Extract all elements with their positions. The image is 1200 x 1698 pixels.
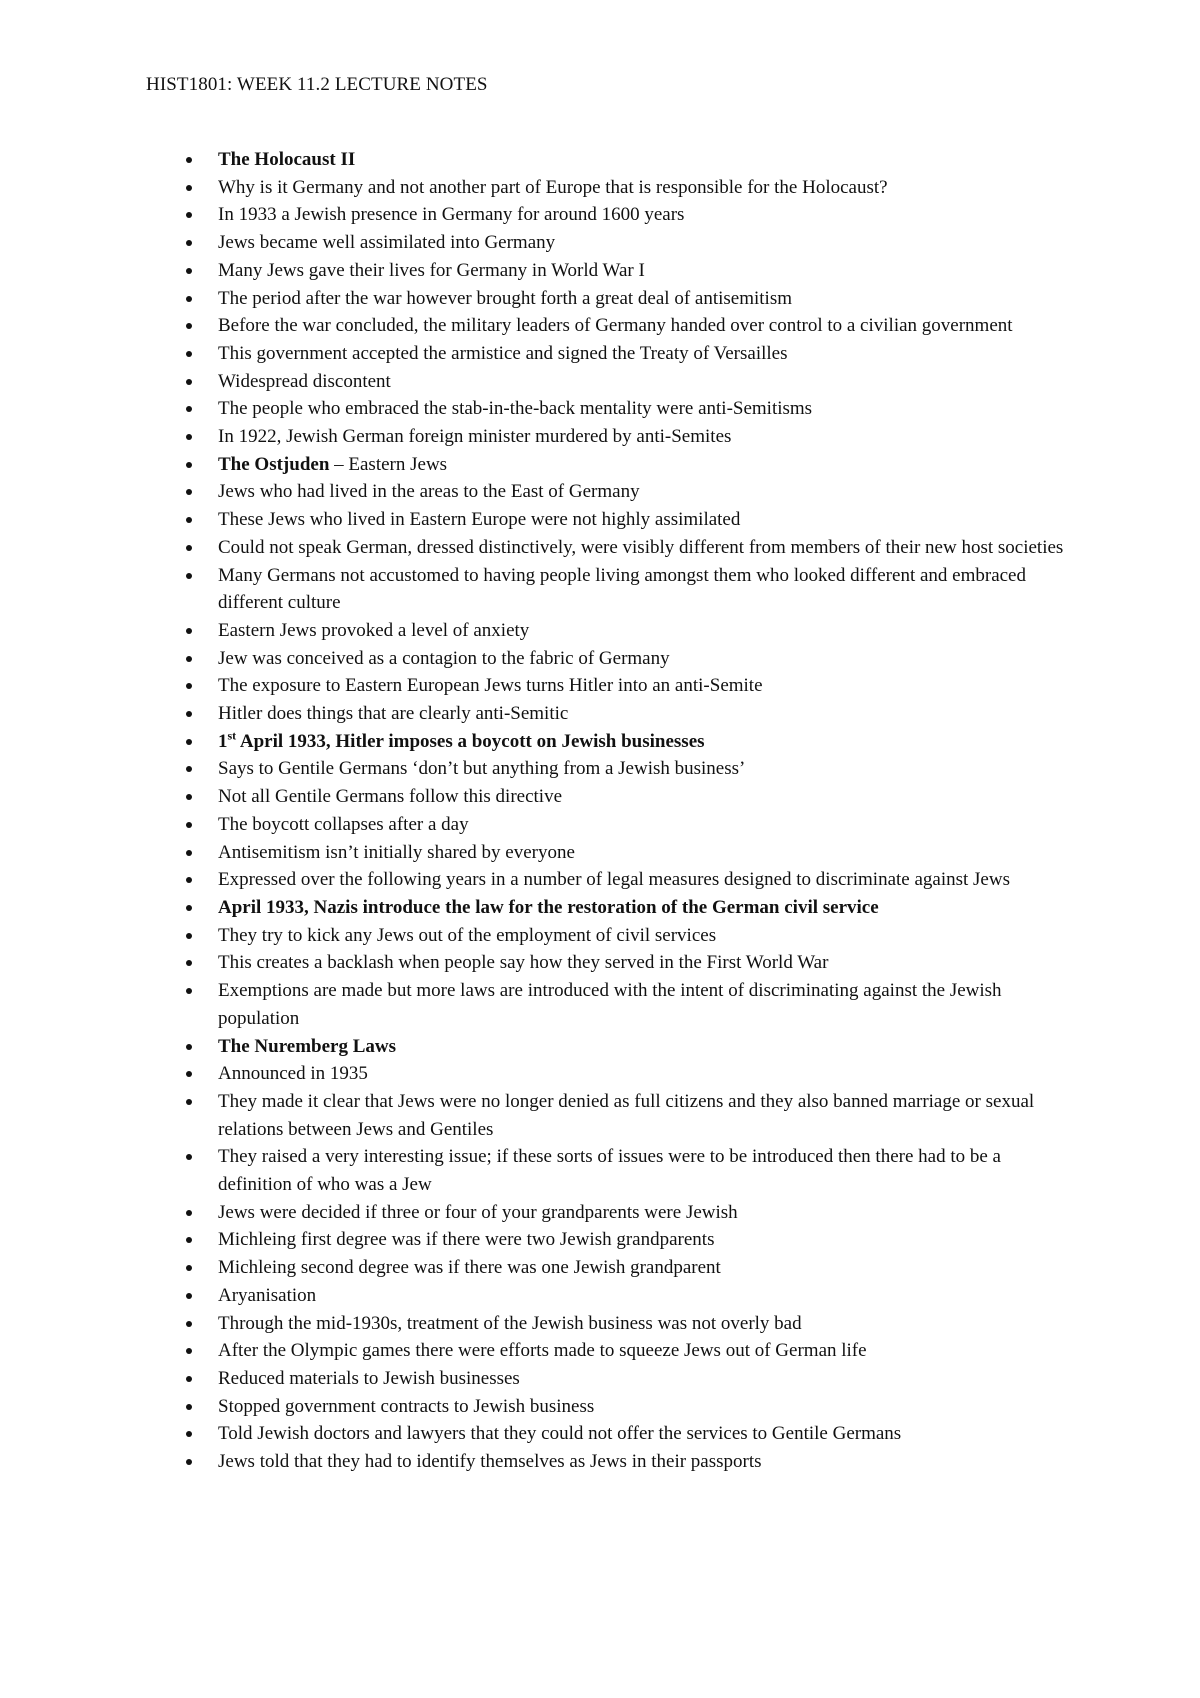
item-heading: 1 <box>218 730 228 752</box>
list-item <box>186 506 1066 534</box>
bullet-icon <box>186 1431 192 1437</box>
bullet-icon <box>186 185 192 191</box>
bullet-icon <box>186 157 192 163</box>
item-superscript: st <box>227 728 237 743</box>
item-text: Before the war concluded, the military leaders of Germany handed over control to a civilian government <box>218 315 1013 337</box>
list-item <box>186 285 1066 313</box>
list-item <box>186 257 1066 285</box>
list-item <box>186 922 1066 950</box>
list-item <box>186 894 1066 922</box>
item-text: This creates a backlash when people say how they served in the First World War <box>218 952 829 974</box>
item-text: Stopped government contracts to Jewish business <box>218 1395 595 1417</box>
item-text: Eastern Jews provoked a level of anxiety <box>218 619 530 641</box>
list-item <box>186 949 1066 977</box>
bullet-icon <box>186 1293 192 1299</box>
item-text: They try to kick any Jews out of the employment of civil services <box>218 924 717 946</box>
list-item <box>186 1199 1066 1227</box>
list-item <box>186 811 1066 839</box>
list-item <box>186 1088 1066 1143</box>
bullet-icon <box>186 1459 192 1465</box>
bullet-icon <box>186 379 192 385</box>
item-text: In 1922, Jewish German foreign minister murdered by anti-Semites <box>218 426 732 448</box>
bullet-icon <box>186 406 192 412</box>
list-item <box>186 312 1066 340</box>
item-text: Says to Gentile Germans ‘don’t but anything from a Jewish business’ <box>218 758 746 780</box>
list-item <box>186 700 1066 728</box>
list-item <box>186 1143 1066 1198</box>
bullet-icon <box>186 960 192 966</box>
item-text: After the Olympic games there were efforts made to squeeze Jews out of German life <box>218 1340 867 1362</box>
bullet-icon <box>186 850 192 856</box>
list-item <box>186 728 1066 756</box>
list-item <box>186 201 1066 229</box>
item-text: In 1933 a Jewish presence in Germany for around 1600 years <box>218 204 685 226</box>
item-text: Hitler does things that are clearly anti-Semitic <box>218 703 569 725</box>
list-item <box>186 1393 1066 1421</box>
item-text: Widespread discontent <box>218 370 391 392</box>
list-item <box>186 478 1066 506</box>
item-text: Many Jews gave their lives for Germany in World War I <box>218 259 645 281</box>
bullet-icon <box>186 794 192 800</box>
bullet-icon <box>186 1376 192 1382</box>
bullet-icon <box>186 1348 192 1354</box>
item-text: These Jews who lived in Eastern Europe were not highly assimilated <box>218 509 741 531</box>
list-item <box>186 839 1066 867</box>
item-text: Expressed over the following years in a number of legal measures designed to discriminate against Jews <box>218 869 1010 891</box>
bullet-icon <box>186 489 192 495</box>
item-heading: The Nuremberg Laws <box>218 1035 397 1057</box>
item-heading-continued: April 1933, Hitler imposes a boycott on Jewish businesses <box>236 730 705 752</box>
list-item <box>186 146 1066 174</box>
item-text: Announced in 1935 <box>218 1063 368 1085</box>
bullet-icon <box>186 1265 192 1271</box>
item-text: Not all Gentile Germans follow this directive <box>218 786 563 808</box>
bullet-icon <box>186 268 192 274</box>
bullet-icon <box>186 573 192 579</box>
bullet-icon <box>186 656 192 662</box>
bullet-icon <box>186 1071 192 1077</box>
bullet-icon <box>186 628 192 634</box>
list-item <box>186 1365 1066 1393</box>
bullet-icon <box>186 1210 192 1216</box>
list-item <box>186 1310 1066 1338</box>
list-item <box>186 1420 1066 1448</box>
list-item <box>186 534 1066 562</box>
item-text: Jews were decided if three or four of your grandparents were Jewish <box>218 1201 738 1223</box>
item-text: Antisemitism isn’t initially shared by everyone <box>218 841 575 863</box>
list-item <box>186 562 1066 617</box>
item-text: – Eastern Jews <box>329 453 448 475</box>
list-item <box>186 340 1066 368</box>
document-title: HIST1801: WEEK 11.2 LECTURE NOTES <box>146 74 488 95</box>
bullet-icon <box>186 988 192 994</box>
item-heading: The Holocaust II <box>218 149 356 170</box>
bullet-icon <box>186 877 192 883</box>
list-item <box>186 451 1066 479</box>
bullet-icon <box>186 739 192 745</box>
bullet-icon <box>186 1099 192 1105</box>
list-item <box>186 229 1066 257</box>
item-text: Exemptions are made but more laws are introduced with the intent of discriminating against the Jewish population <box>218 980 1002 1029</box>
item-text: They made it clear that Jews were no longer denied as full citizens and they also banned marriage or sexual relations between Jews and Gentiles <box>218 1090 1035 1140</box>
list-item <box>186 755 1066 783</box>
item-text: The period after the war however brought forth a great deal of antisemitism <box>218 287 793 309</box>
item-text: Jews who had lived in the areas to the East of Germany <box>218 481 640 503</box>
item-text: Jew was conceived as a contagion to the fabric of Germany <box>218 647 670 669</box>
list-item <box>186 1337 1066 1365</box>
item-text: They raised a very interesting issue; if these sorts of issues were to be introduced then there had to be a definition of who was a Jew <box>218 1146 1001 1196</box>
item-text: Jews became well assimilated into Germany <box>218 232 556 254</box>
bullet-icon <box>186 1237 192 1243</box>
bullet-icon <box>186 351 192 357</box>
list-item <box>186 174 1066 202</box>
bullet-icon <box>186 1044 192 1050</box>
list-item <box>186 368 1066 396</box>
bullet-icon <box>186 711 192 717</box>
bullet-icon <box>186 296 192 302</box>
item-text: Why is it Germany and not another part of Europe that is responsible for the Holocaust? <box>218 176 888 198</box>
bullet-icon <box>186 517 192 523</box>
item-text: Michleing second degree was if there was one Jewish grandparent <box>218 1257 721 1279</box>
item-text: Jews told that they had to identify themselves as Jews in their passports <box>218 1451 762 1473</box>
item-text: The exposure to Eastern European Jews turns Hitler into an anti-Semite <box>218 675 763 697</box>
item-text: Told Jewish doctors and lawyers that they could not offer the services to Gentile Germans <box>218 1423 902 1445</box>
list-item <box>186 1033 1066 1061</box>
bullet-icon <box>186 1154 192 1160</box>
item-text: Through the mid-1930s, treatment of the Jewish business was not overly bad <box>218 1312 802 1334</box>
list-item <box>186 395 1066 423</box>
list-item <box>186 1448 1066 1476</box>
list-item <box>186 977 1066 1032</box>
bullet-icon <box>186 905 192 911</box>
list-item <box>186 423 1066 451</box>
item-text: Reduced materials to Jewish businesses <box>218 1367 520 1389</box>
item-text: Michleing first degree was if there were two Jewish grandparents <box>218 1229 715 1251</box>
bullet-icon <box>186 1404 192 1410</box>
bullet-icon <box>186 822 192 828</box>
item-text: Aryanisation <box>218 1284 317 1306</box>
list-item <box>186 617 1066 645</box>
bullet-icon <box>186 434 192 440</box>
bullet-icon <box>186 240 192 246</box>
list-item <box>186 783 1066 811</box>
list-item <box>186 1282 1066 1310</box>
list-item <box>186 866 1066 894</box>
bullet-icon <box>186 212 192 218</box>
list-item <box>186 645 1066 673</box>
item-text: Many Germans not accustomed to having people living amongst them who looked different and embraced different culture <box>218 564 1026 614</box>
list-item <box>186 1226 1066 1254</box>
item-heading: April 1933, Nazis introduce the law for the restoration of the German civil service <box>218 896 879 918</box>
bullet-icon <box>186 545 192 551</box>
item-heading: The Ostjuden <box>218 453 330 475</box>
item-text: This government accepted the armistice and signed the Treaty of Versailles <box>218 342 788 364</box>
item-text: The boycott collapses after a day <box>218 813 469 835</box>
list-item <box>186 672 1066 700</box>
bullet-icon <box>186 1321 192 1327</box>
bullet-icon <box>186 683 192 689</box>
bullet-icon <box>186 323 192 329</box>
lecture-notes-list <box>186 146 1066 1476</box>
list-item <box>186 1060 1066 1088</box>
item-text: Could not speak German, dressed distinctively, were visibly different from members of their new host societies <box>218 536 1064 558</box>
bullet-icon <box>186 462 192 468</box>
bullet-icon <box>186 766 192 772</box>
item-text: The people who embraced the stab-in-the-back mentality were anti-Semitisms <box>218 398 813 420</box>
list-item <box>186 1254 1066 1282</box>
bullet-icon <box>186 933 192 939</box>
